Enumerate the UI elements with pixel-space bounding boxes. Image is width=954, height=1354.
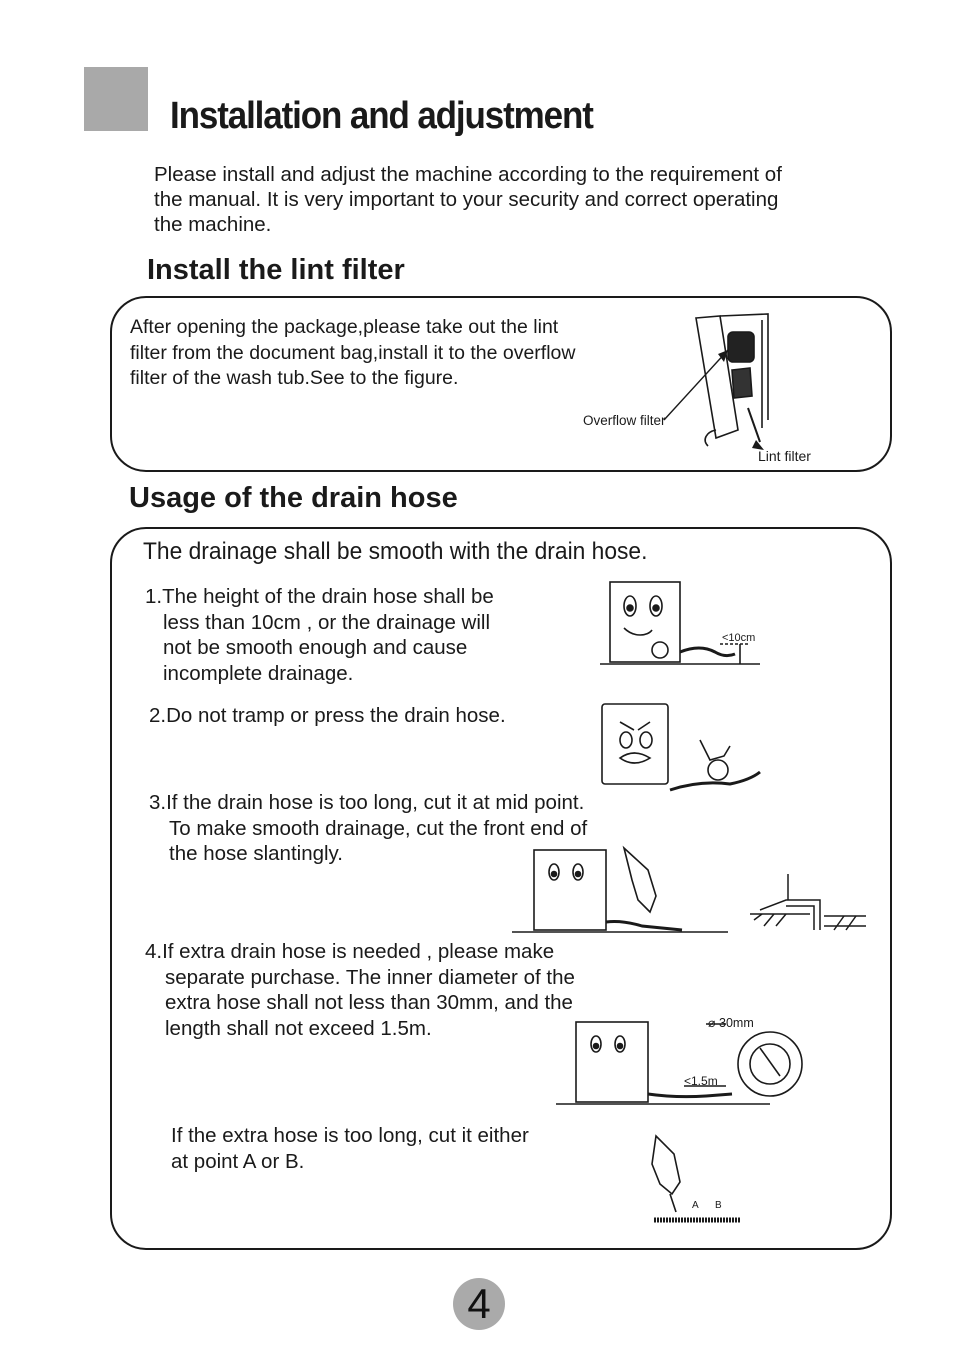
extra-hose-illustration [556,1016,816,1108]
slant-cut-detail-illustration [750,870,868,940]
instruction-item-2: 2.Do not tramp or press the drain hose. [149,704,506,727]
instruction-line: separate purchase. The inner diameter of the [165,965,575,989]
instruction-line: the hose slantingly. [169,842,343,865]
overflow-filter-pointer [658,340,738,430]
intro-line: Please install and adjust the machine according to the requirement of [154,163,782,186]
lint-filter-heading: Install the lint filter [147,254,405,286]
lint-filter-instructions [130,315,575,392]
intro-paragraph [154,162,894,237]
instruction-line: extra hose shall not less than 30mm, and the [165,991,573,1014]
page-title: Installation and adjustment [170,95,593,137]
lint-filter-label: Lint filter [758,448,811,464]
instruction-line: at point A or B. [171,1149,305,1173]
instruction-item-4 [145,939,575,1041]
intro-line: the manual. It is very important to your security and correct operating [154,188,779,211]
diameter-label [708,1015,754,1030]
instruction-line: filter of the wash tub.See to the figure. [130,367,459,389]
instruction-line: length shall not exceed 1.5m. [165,1016,432,1040]
instruction-line: 4.If extra drain hose is needed , please make [145,940,555,963]
hose-height-illustration [600,578,770,668]
instruction-line: incomplete drainage. [163,661,354,685]
instruction-line: 3.If the drain hose is too long, cut it at mid point. [149,791,585,814]
drain-hose-subheading: The drainage shall be smooth with the drain hose. [143,538,648,565]
tramp-hose-illustration [600,700,770,800]
instruction-line: 1.The height of the drain hose shall be [145,585,494,608]
cut-point-a-label: A [692,1200,699,1211]
cut-hose-illustration [512,840,732,940]
instruction-line: not be smooth enough and cause [163,636,468,659]
diameter-value: 30mm [719,1016,754,1030]
instruction-line: To make smooth drainage, cut the front end of [169,816,588,840]
instruction-line: If the extra hose is too long, cut it either [171,1124,529,1147]
title-marker-square [84,67,148,131]
length-label: <1.5m [684,1074,718,1088]
height-limit-label: <10cm [722,632,756,644]
instruction-line: filter from the document bag,install it to the overflow [130,341,576,364]
instruction-item-5 [171,1123,529,1174]
drain-hose-heading: Usage of the drain hose [129,482,458,514]
instruction-line: less than 10cm , or the drainage will [163,610,491,634]
overflow-filter-label: Overflow filter [583,413,666,428]
intro-line: the machine. [154,213,272,236]
page-number: 4 [453,1278,505,1330]
cut-point-b-label: B [715,1200,722,1211]
instruction-line: After opening the package,please take out the lint [130,316,559,338]
diameter-icon: ⌀ [708,1016,716,1030]
cut-point-illustration [646,1134,746,1228]
instruction-item-1 [145,584,494,686]
